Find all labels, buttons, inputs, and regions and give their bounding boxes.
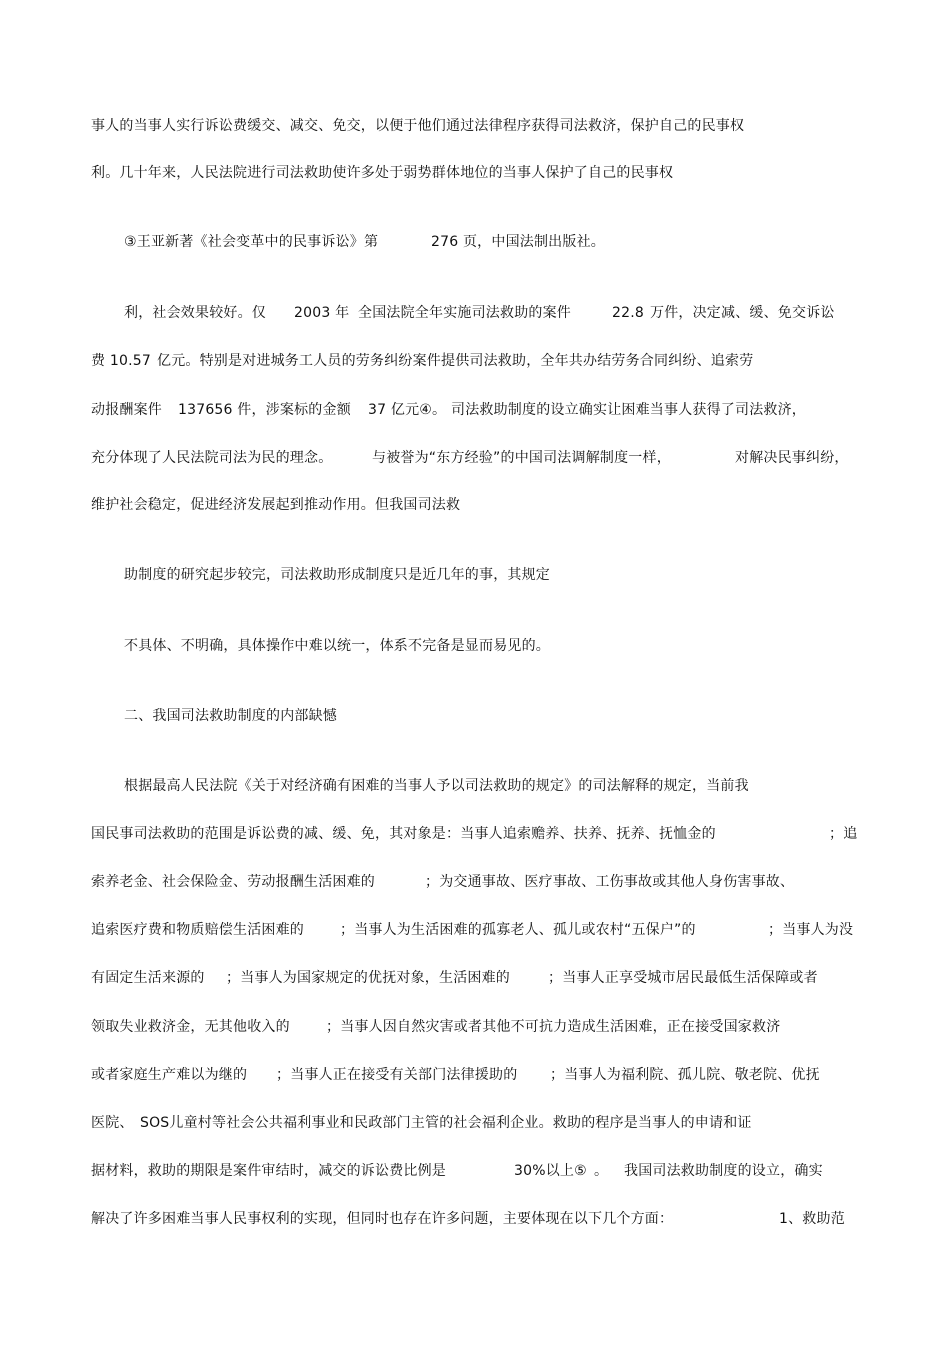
text-segment: ；当事人为国家规定的优抚对象，生活困难的 (226, 970, 510, 986)
text-segment: 利，社会效果较好。仅 (124, 305, 266, 321)
text-segment: 137656 件，涉案标的金额 (178, 402, 351, 418)
text-segment: 动报酬案件 (91, 402, 162, 418)
text-segment: 领取失业救济金，无其他收入的 (91, 1019, 290, 1035)
text-segment: ；为交通事故、医疗事故、工伤事故或其他人身伤害事故、 (425, 874, 795, 890)
text-segment: 37 亿元④。 (368, 402, 447, 418)
text-segment: 利。几十年来，人民法院进行司法救助使许多处于弱势群体地位的当事人保护了自己的民事权 (91, 165, 674, 181)
text-segment: 万件，决定减、缓、免交诉讼 (650, 305, 835, 321)
text-segment: 助制度的研究起步较完，司法救助形成制度只是近几年的事，其规定 (124, 567, 550, 583)
footnote-text: 276 页，中国法制出版社。 (431, 234, 605, 250)
text-segment: ；当事人因自然灾害或者其他不可抗力造成生活困难，正在接受国家救济 (326, 1019, 781, 1035)
footnote-text: ③王亚新著《社会变革中的民事诉讼》第 (124, 234, 379, 250)
section-heading-text: 二、我国司法救助制度的内部缺憾 (124, 708, 337, 724)
text-segment: 根据最高人民法院《关于对经济确有困难的当事人予以司法救助的规定》的司法解释的规定，当前我 (124, 778, 749, 794)
text-segment: 对解决民事纠纷， (735, 450, 849, 466)
text-segment: 或者家庭生产难以为继的 (91, 1067, 248, 1083)
text-segment: 与被誉为“东方经验”的中国司法调解制度一样， (372, 450, 671, 466)
text-segment: 有固定生活来源的 (91, 970, 205, 986)
text-segment: 亿元。特别是对进城务工人员的劳务纠纷案件提供司法救助，全年共办结劳务合同纠纷、追索劳 (157, 353, 754, 369)
text-segment: 国民事司法救助的范围是诉讼费的减、缓、免，其对象是：当事人追索赡养、扶养、抚养、抚恤金的 (91, 826, 716, 842)
text-segment: 。 (594, 1163, 609, 1179)
text-segment: 我国司法救助制度的设立，确实 (624, 1163, 823, 1179)
text-segment: 2003 年 (294, 305, 350, 321)
text-segment: 追索医疗费和物质赔偿生活困难的 (91, 922, 304, 938)
text-segment: 充分体现了人民法院司法为民的理念。 (91, 450, 333, 466)
text-segment: 索养老金、社会保险金、劳动报酬生活困难的 (91, 874, 375, 890)
text-segment: SOS儿童村等社会公共福利事业和民政部门主管的社会福利企业。救助的程序是当事人的申请和证 (140, 1115, 752, 1131)
text-segment: 解决了许多困难当事人民事权利的实现，但同时也存在许多问题，主要体现在以下几个方面： (91, 1211, 674, 1227)
text-segment: 30%以上⑤ (514, 1163, 587, 1179)
text-segment: ；追 (829, 826, 858, 842)
text-segment: 22.8 (612, 305, 644, 321)
text-segment: ；当事人正享受城市居民最低生活保障或者 (548, 970, 818, 986)
text-segment: ；当事人为福利院、孤儿院、敬老院、优抚 (550, 1067, 820, 1083)
text-segment: 维护社会稳定，促进经济发展起到推动作用。但我国司法救 (91, 497, 461, 513)
text-segment: 1、救助范 (779, 1211, 845, 1227)
text-segment: 司法救助制度的设立确实让困难当事人获得了司法救济， (451, 402, 806, 418)
text-segment: 全国法院全年实施司法救助的案件 (358, 305, 571, 321)
text-segment: ；当事人正在接受有关部门法律援助的 (276, 1067, 518, 1083)
text-segment: 据材料，救助的期限是案件审结时，减交的诉讼费比例是 (91, 1163, 446, 1179)
text-segment: 事人的当事人实行诉讼费缓交、减交、免交，以便于他们通过法律程序获得司法救济，保护自己的民事权 (91, 118, 745, 134)
text-segment: 不具体、不明确，具体操作中难以统一，体系不完备是显而易见的。 (124, 638, 550, 654)
text-segment: 费 10.57 (91, 353, 151, 369)
text-segment: ；当事人为生活困难的孤寡老人、孤儿或农村“五保户”的 (340, 922, 696, 938)
text-segment: 医院、 (91, 1115, 134, 1131)
text-segment: ；当事人为没 (768, 922, 854, 938)
